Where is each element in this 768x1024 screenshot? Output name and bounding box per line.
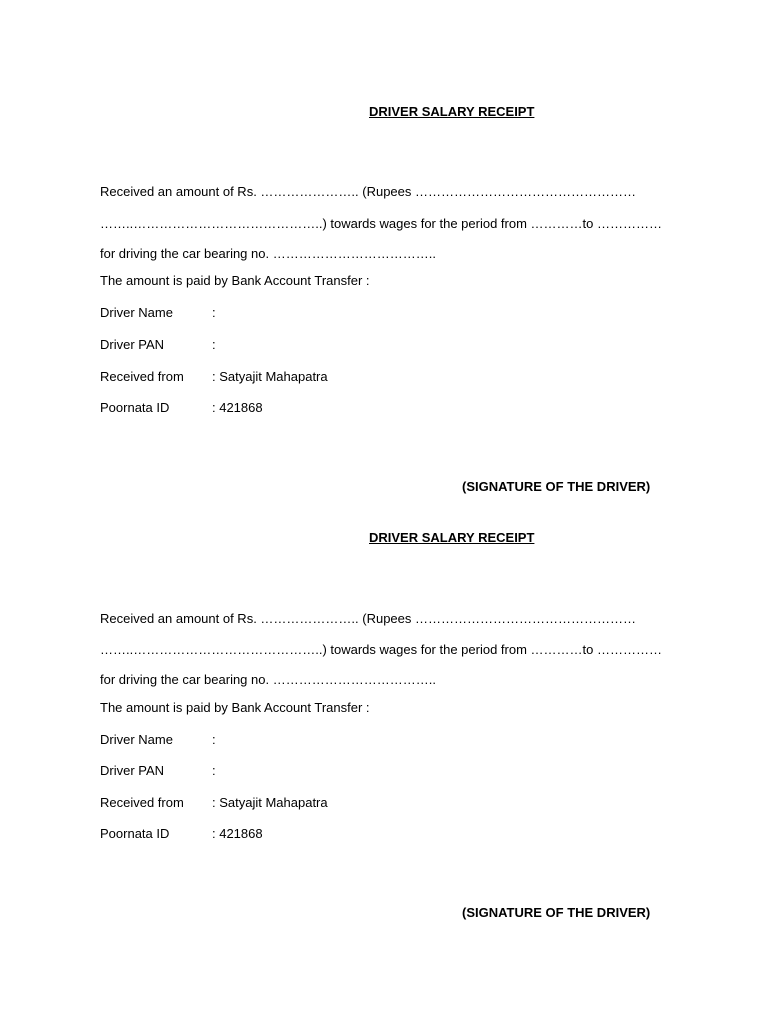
field-received-from bbox=[100, 369, 328, 384]
car-number-line: for driving the car bearing no. ……………………………….. bbox=[100, 246, 436, 261]
amount-line: Received an amount of Rs. ………………….. (Rupees …………………………………………… bbox=[100, 611, 637, 626]
field-value: : bbox=[212, 732, 216, 747]
field-driver-pan bbox=[100, 337, 216, 352]
signature-line: (SIGNATURE OF THE DRIVER) bbox=[462, 479, 651, 494]
payment-mode-line: The amount is paid by Bank Account Transfer : bbox=[100, 273, 370, 288]
payment-mode-line: The amount is paid by Bank Account Transfer : bbox=[100, 700, 370, 715]
field-value: : Satyajit Mahapatra bbox=[212, 369, 328, 384]
field-label: Driver PAN bbox=[100, 763, 165, 778]
field-value: : bbox=[212, 763, 216, 778]
field-value: : 421868 bbox=[212, 400, 263, 415]
receipt-title: DRIVER SALARY RECEIPT bbox=[369, 530, 535, 545]
field-value: : 421868 bbox=[212, 826, 263, 841]
field-label: Received from bbox=[100, 795, 184, 810]
field-value: : bbox=[212, 305, 216, 320]
field-label: Received from bbox=[100, 369, 184, 384]
field-label: Poornata ID bbox=[100, 826, 170, 841]
field-driver-name bbox=[100, 305, 216, 320]
field-driver-pan bbox=[100, 763, 216, 778]
field-driver-name bbox=[100, 732, 216, 747]
field-value: : bbox=[212, 337, 216, 352]
receipt-title: DRIVER SALARY RECEIPT bbox=[369, 104, 535, 119]
wages-period-line: ……..……………………………………..) towards wages for the period from …………to …………… bbox=[100, 216, 662, 231]
field-poornata-id bbox=[100, 826, 263, 841]
wages-period-line: ……..……………………………………..) towards wages for the period from …………to …………… bbox=[100, 642, 662, 657]
field-label: Driver Name bbox=[100, 305, 173, 320]
field-label: Driver PAN bbox=[100, 337, 165, 352]
signature-line: (SIGNATURE OF THE DRIVER) bbox=[462, 905, 651, 920]
field-received-from bbox=[100, 795, 328, 810]
amount-line: Received an amount of Rs. ………………….. (Rupees …………………………………………… bbox=[100, 184, 637, 199]
field-label: Driver Name bbox=[100, 732, 173, 747]
field-label: Poornata ID bbox=[100, 400, 170, 415]
field-value: : Satyajit Mahapatra bbox=[212, 795, 328, 810]
field-poornata-id bbox=[100, 400, 263, 415]
car-number-line: for driving the car bearing no. ……………………………….. bbox=[100, 672, 436, 687]
